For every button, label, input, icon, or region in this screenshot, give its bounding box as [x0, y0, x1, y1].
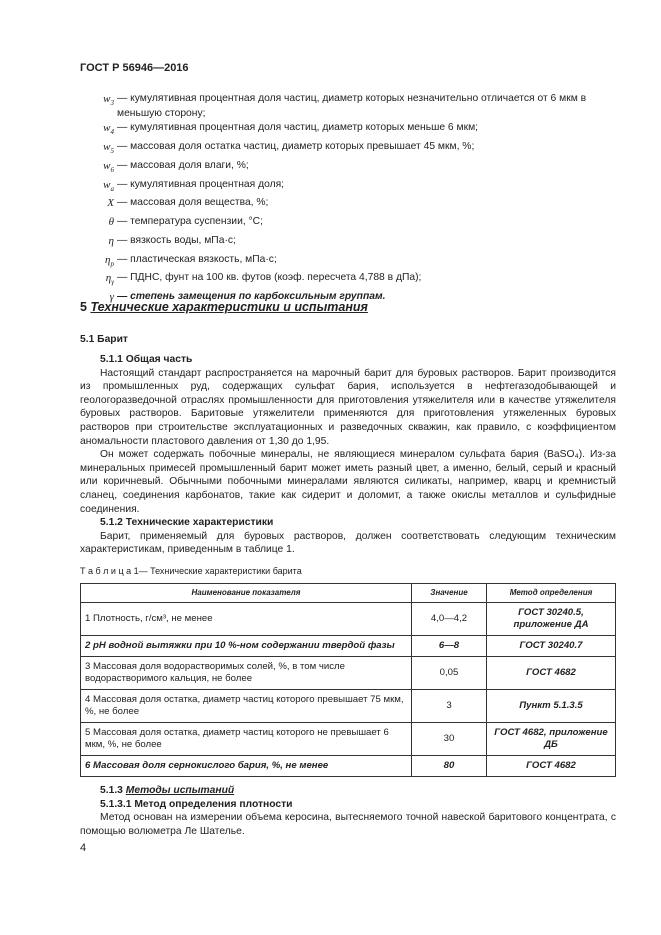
definition-item: [80, 178, 620, 197]
symbol: θ: [108, 216, 114, 229]
paragraph: Барит, применяемый для буровых растворов, должен соответствовать следующим техническим характеристикам, приведенным в таблице 1.: [80, 530, 616, 556]
table-caption: Т а б л и ц а 1— Технические характеристики барита: [80, 566, 302, 576]
cell-name: 3 Массовая доля водорастворимых солей, %, в том числе водорастворимого кальция, не более: [81, 657, 412, 690]
subsection-heading: 5.1.3.1 Метод определения плотности: [100, 798, 293, 810]
cell-method: ГОСТ 30240.7: [487, 636, 616, 657]
subsection-5-1-3: [80, 784, 616, 838]
definition-text: — массовая доля влаги, %;: [117, 159, 249, 171]
paragraph: Настоящий стандарт распространяется на марочный барит для буровых растворов. Барит производится из промышленных руд, содержащих сульфат бария, используется в нефтегазодобывающей и геологоразведочной отраслях промышленности для приготовления утяжелителя или в качестве утяжелителя буровых растворов. Баритовые утяжелители применяются для приготовления утяжеленных буровых растворов при строительстве эксплуатационных и разведочных скважин, как правило, с коэффициентом аномальности пластового давления от 1,30 до 1,95.: [80, 367, 616, 447]
cell-name: 1 Плотность, г/см³, не менее: [81, 603, 412, 636]
cell-name: 2 pH водной вытяжки при 10 %-ном содержании твердой фазы: [81, 636, 412, 657]
symbol: $w_a$: [103, 178, 114, 193]
definition-text: — массовая доля остатка частиц, диаметр которых превышает 45 мкм, %;: [117, 140, 475, 152]
symbol: $\eta_p$: [105, 253, 114, 268]
definition-item: [80, 140, 620, 159]
cell-method: ГОСТ 4682, приложение ДБ: [487, 723, 616, 756]
symbol: $w_4$: [103, 122, 114, 137]
symbol: $\eta_\gamma$: [105, 272, 114, 287]
subsection-heading: 5.1 Барит: [80, 334, 128, 345]
characteristics-table: [80, 583, 616, 777]
cell-name: 5 Массовая доля остатка, диаметр частиц которого не превышает 6 мкм, %, не более: [81, 723, 412, 756]
column-header: Значение: [412, 584, 487, 603]
subsection-title: Методы испытаний: [125, 785, 235, 796]
subsection-5-1-1: [80, 353, 616, 557]
definition-item: [80, 196, 620, 215]
definition-text: — массовая доля вещества, %;: [117, 197, 269, 209]
definition-text: — ПДНС, фунт на 100 кв. футов (коэф. пересчета 4,788 в дПа);: [117, 272, 422, 284]
definition-item: [80, 92, 620, 121]
cell-method: Пункт 5.1.3.5: [487, 690, 616, 723]
subsection-heading: 5.1.2 Технические характеристики: [100, 517, 274, 529]
definition-text: — температура суспензии, °С;: [117, 216, 263, 228]
symbol-definitions: [80, 92, 620, 309]
definition-item: [80, 159, 620, 178]
definition-item: [80, 234, 620, 253]
symbol: $w_5$: [103, 140, 114, 156]
definition-text: — кумулятивная процентная доля частиц, диаметр которых меньше 6 мкм;: [117, 122, 479, 134]
definition-text: — кумулятивная процентная доля частиц, диаметр которых незначительно отличается от 6 мкм в меньшую сторону;: [117, 93, 587, 119]
column-header: Метод определения: [487, 584, 616, 603]
cell-method: ГОСТ 30240.5, приложение ДА: [487, 603, 616, 636]
table-row: [81, 756, 616, 777]
definition-item: [80, 253, 620, 272]
subsection-heading: [80, 784, 616, 798]
definition-item: [80, 271, 620, 290]
paragraph: Метод основан на измерении объема керосина, вытесняемого точной навеской баритового концентрата, с помощью волюметра Ле Шателье.: [80, 812, 616, 837]
subsection-heading: 5.1.1 Общая часть: [100, 354, 193, 365]
definition-text: — степень замещения по карбоксильным группам.: [117, 291, 386, 303]
document-header: ГОСТ Р 56946—2016: [80, 62, 189, 74]
definition-item: [80, 215, 620, 234]
cell-name: 6 Массовая доля сернокислого бария, %, не менее: [81, 756, 412, 777]
symbol: η: [108, 234, 114, 247]
definition-text: — кумулятивная процентная доля;: [117, 178, 285, 190]
table-row: [81, 603, 616, 636]
section-title: Технические характеристики и испытания: [90, 300, 368, 314]
definition-item: [80, 121, 620, 140]
section-number: 5: [80, 300, 91, 314]
cell-value: 30: [412, 723, 487, 756]
section-heading: [80, 300, 368, 314]
symbol: X: [107, 197, 114, 210]
symbol: $w_6$: [103, 159, 114, 174]
cell-method: ГОСТ 4682: [487, 756, 616, 777]
table-row: [81, 723, 616, 756]
table-row: [81, 690, 616, 723]
symbol: γ: [109, 291, 114, 304]
page-number: 4: [80, 842, 87, 854]
cell-method: ГОСТ 4682: [487, 657, 616, 690]
cell-value: 3: [412, 690, 487, 723]
definition-text: — пластическая вязкость, мПа·с;: [117, 253, 277, 265]
cell-value: 80: [412, 756, 487, 777]
cell-value: 0,05: [412, 657, 487, 690]
cell-name: 4 Массовая доля остатка, диаметр частиц которого превышает 75 мкм, %, не более: [81, 690, 412, 723]
cell-value: 6—8: [412, 636, 487, 657]
symbol: $w_3$: [103, 93, 114, 108]
definition-text: — вязкость воды, мПа·с;: [117, 234, 236, 246]
subsection-number: 5.1.3: [100, 785, 126, 796]
paragraph: Он может содержать побочные минералы, не являющиеся минералом сульфата бария (BaSO₄). Из-за минеральных примесей промышленный барит может иметь разный цвет, а именно, белый, серый и красный или коричневый. Обычными побочными минералами являются силикаты, например, кварц и кремнистый сланец, соединения карбонатов, такие как сидерит и доломит, а также окислы металлов и сульфидные соединения.: [80, 449, 616, 515]
table-row: [81, 657, 616, 690]
column-header: Наименование показателя: [81, 584, 412, 603]
table-row: [81, 636, 616, 657]
cell-value: 4,0—4,2: [412, 603, 487, 636]
